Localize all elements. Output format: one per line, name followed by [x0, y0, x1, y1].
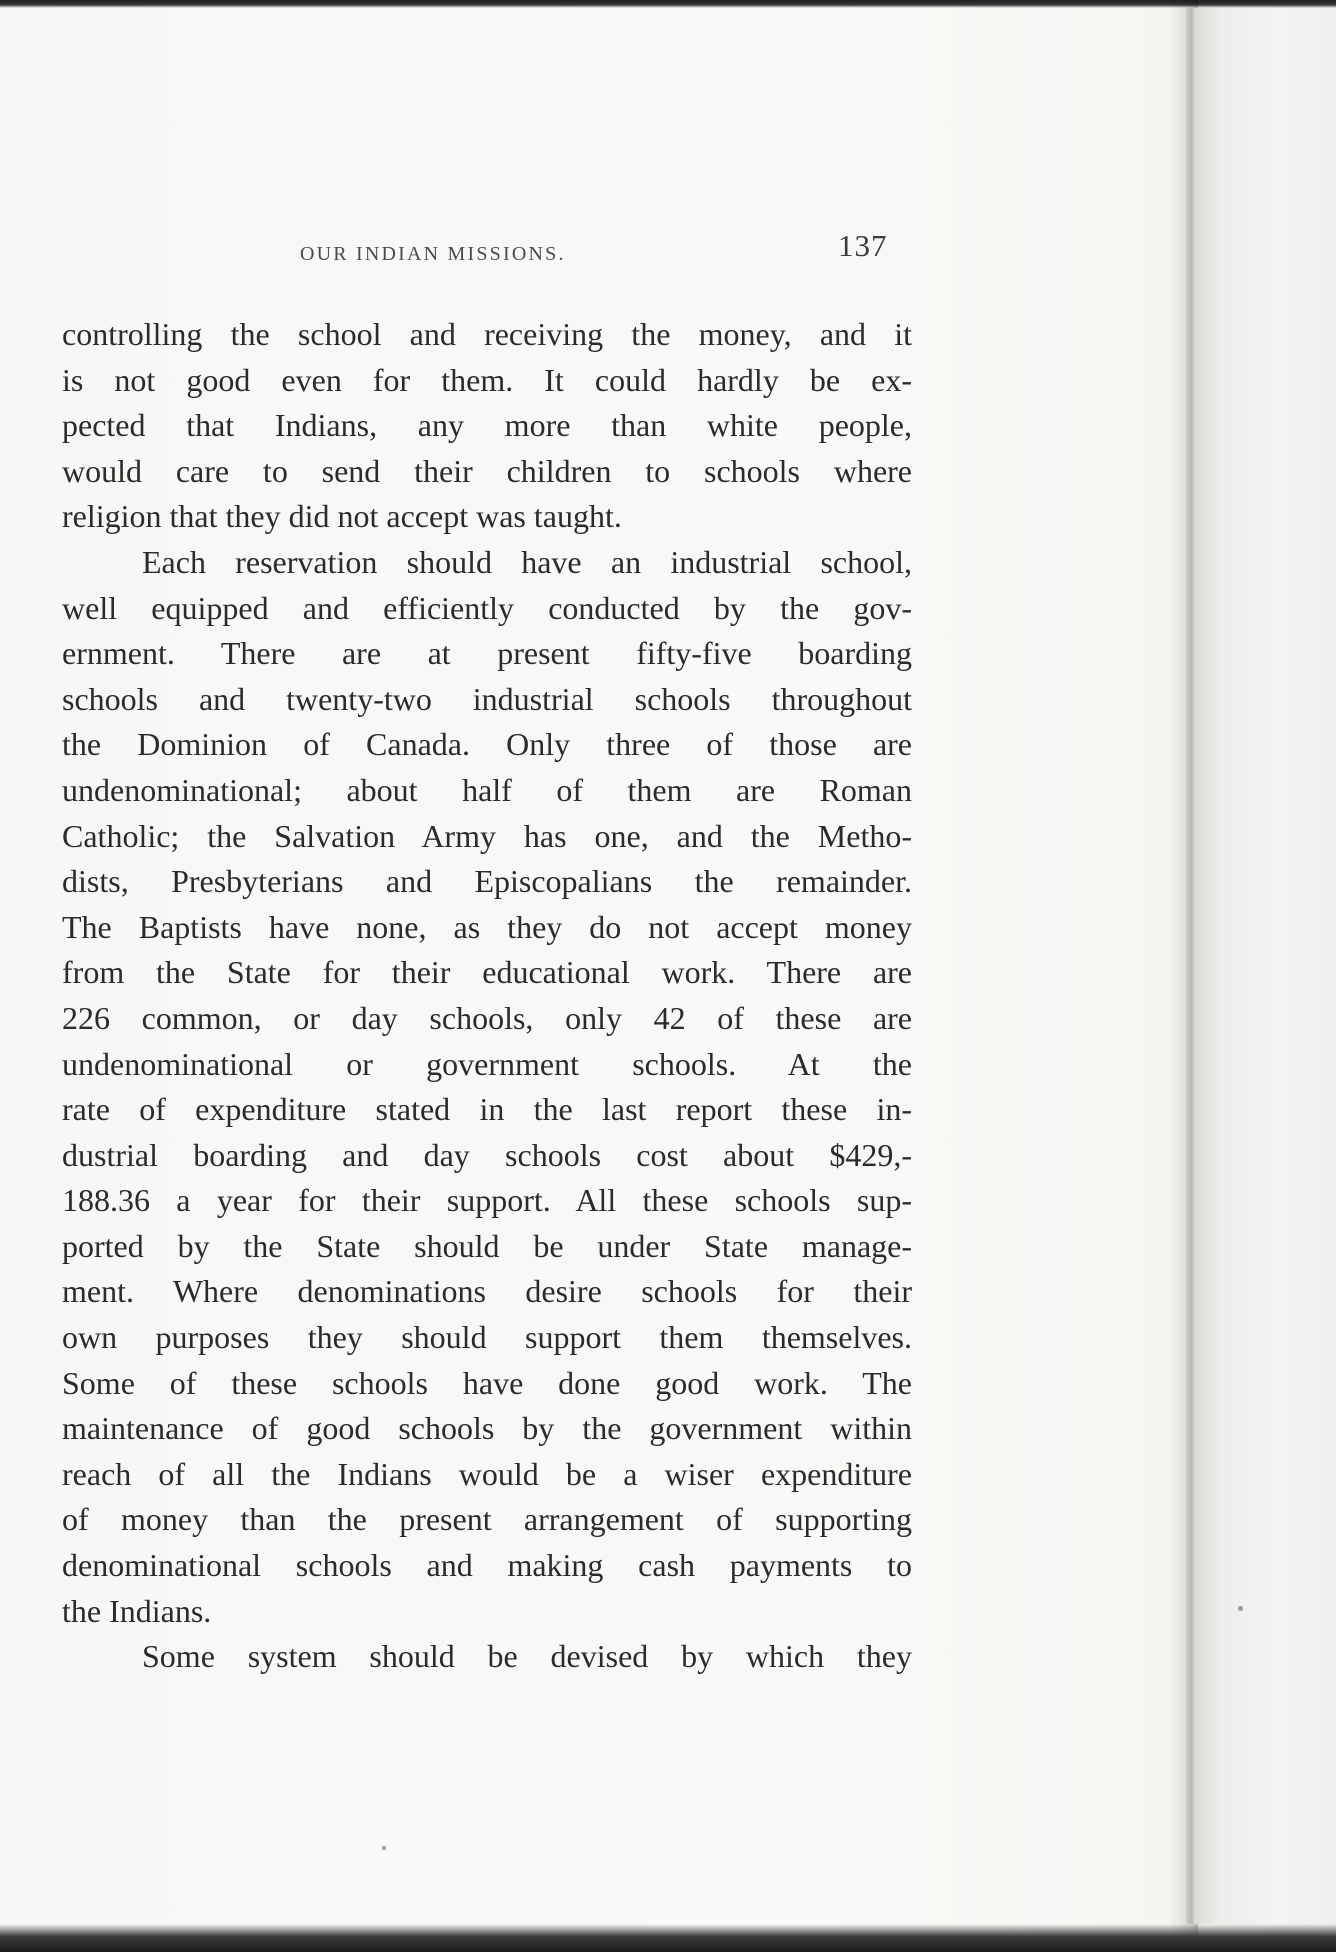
adjacent-page-edge: [1194, 8, 1336, 1924]
text-line: reach of all the Indians would be a wiser expenditure: [62, 1455, 912, 1492]
text-line: would care to send their children to schools where: [62, 452, 912, 489]
text-line: Catholic; the Salvation Army has one, and the Metho-: [62, 817, 912, 854]
paper-speck: [1238, 1606, 1243, 1611]
text-line: religion that they did not accept was taught.: [62, 498, 622, 535]
text-line: from the State for their educational work. There are: [62, 954, 912, 991]
text-line: the Dominion of Canada. Only three of those are: [62, 726, 912, 763]
text-line: ernment. There are at present fifty-five boarding: [62, 635, 912, 672]
text-line: undenominational or government schools. At the: [62, 1045, 912, 1082]
paper-speck: [382, 1846, 386, 1850]
text-line: The Baptists have none, as they do not accept money: [62, 908, 912, 945]
text-line: controlling the school and receiving the money, and it: [62, 316, 912, 352]
text-line: own purposes they should support them themselves.: [62, 1319, 912, 1356]
text-line: well equipped and efficiently conducted by the gov-: [62, 589, 912, 626]
text-line: of money than the present arrangement of supporting: [62, 1501, 912, 1538]
text-line: the Indians.: [62, 1592, 212, 1629]
running-head: OUR INDIAN MISSIONS.: [300, 243, 566, 265]
text-line: pected that Indians, any more than white people,: [62, 407, 912, 444]
text-line: Some of these schools have done good work. The: [62, 1364, 912, 1401]
text-line: denominational schools and making cash payments to: [62, 1547, 912, 1584]
text-line: undenominational; about half of them are Roman: [62, 771, 912, 808]
text-line: ment. Where denominations desire schools for their: [62, 1273, 912, 1310]
text-line: is not good even for them. It could hardly be ex-: [62, 361, 912, 398]
page-number: 137: [838, 228, 888, 263]
text-line: 226 common, or day schools, only 42 of these are: [62, 999, 912, 1036]
scan-top-border: [0, 0, 1336, 8]
body-text: [62, 312, 912, 1680]
text-line: schools and twenty-two industrial schools throughout: [62, 680, 912, 717]
text-line: maintenance of good schools by the government within: [62, 1410, 912, 1447]
text-line: 188.36 a year for their support. All these schools sup-: [62, 1182, 912, 1219]
text-line: dists, Presbyterians and Episcopalians the remainder.: [62, 863, 912, 900]
text-line: Some system should be devised by which they: [142, 1638, 912, 1675]
text-line: dustrial boarding and day schools cost about $429,-: [62, 1136, 912, 1173]
scan-bottom-border: [0, 1924, 1336, 1952]
text-line: ported by the State should be under State manage-: [62, 1227, 912, 1264]
text-line: Each reservation should have an industrial school,: [142, 543, 912, 580]
text-line: rate of expenditure stated in the last report these in-: [62, 1091, 912, 1128]
